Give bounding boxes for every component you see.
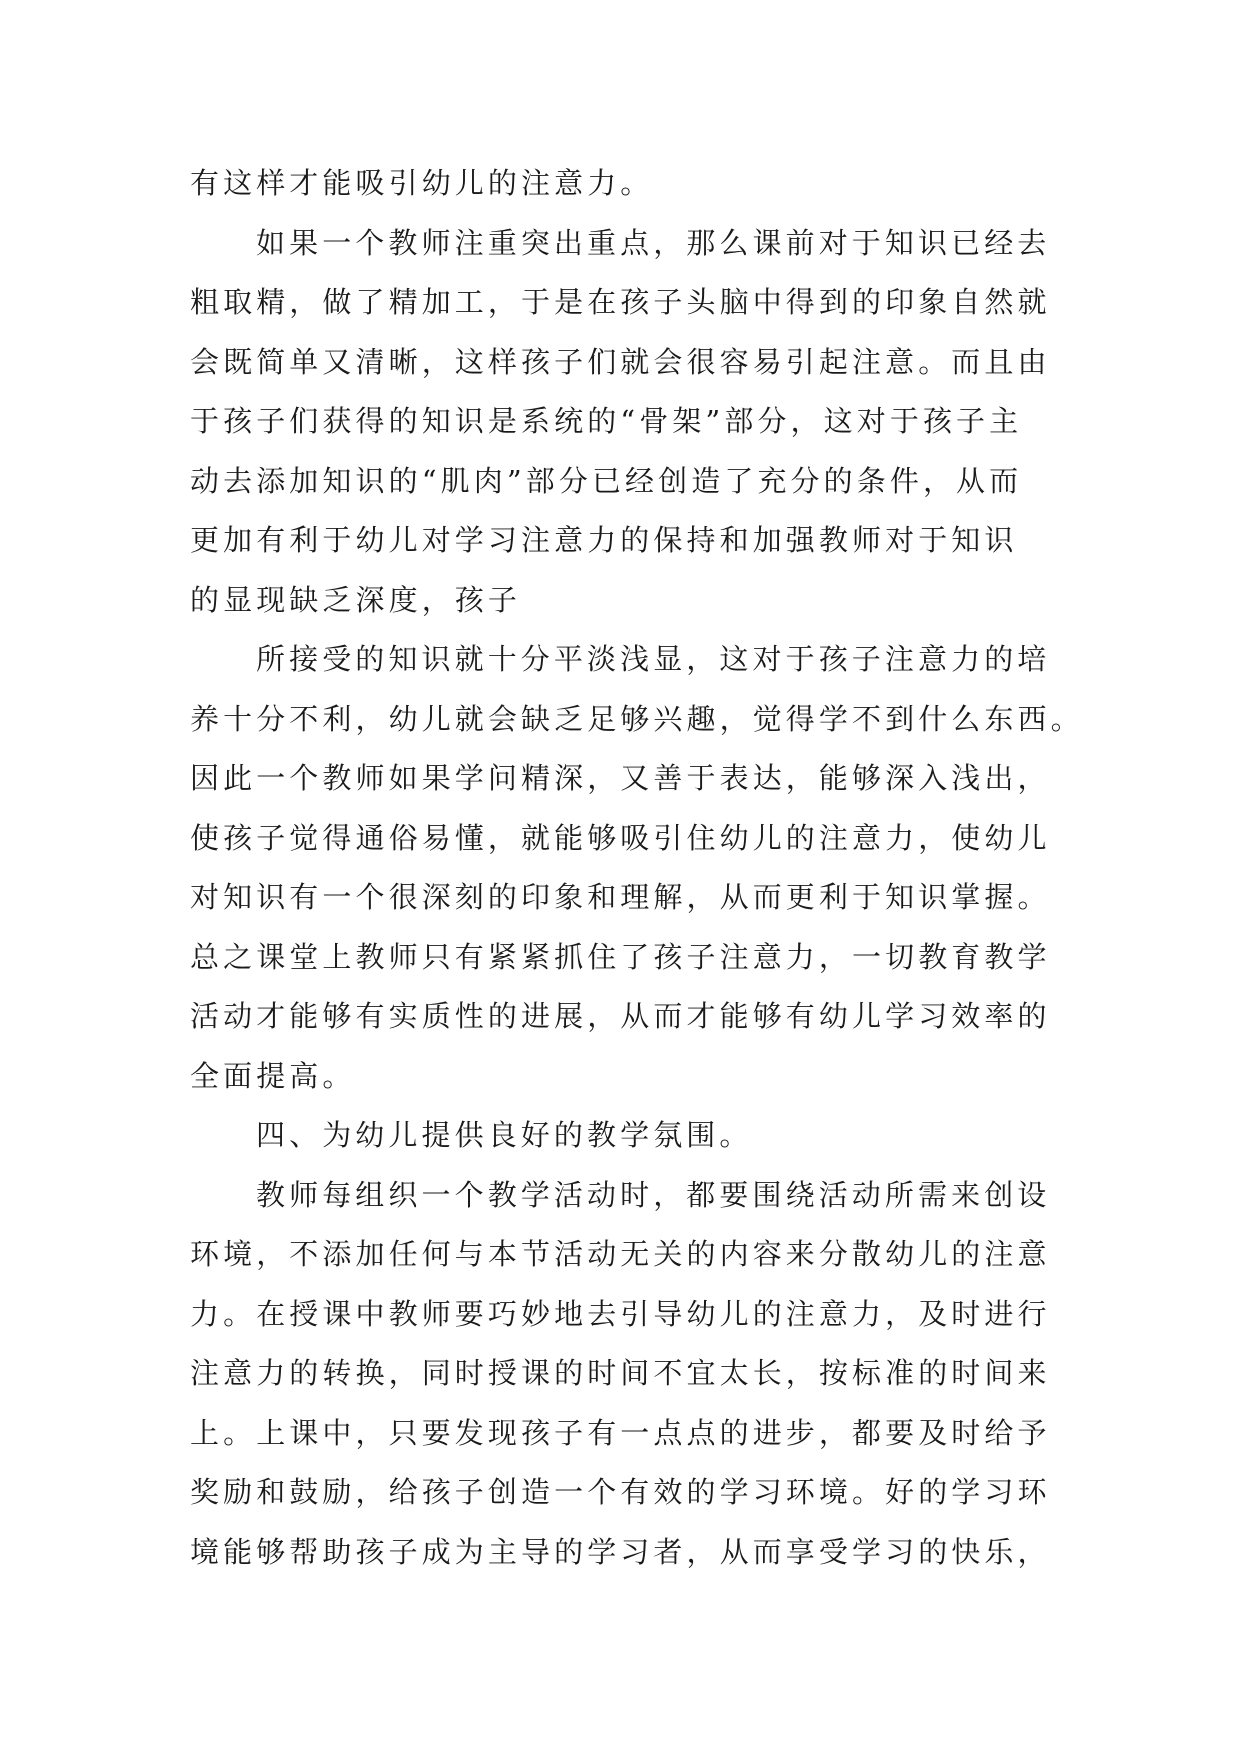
text-line: 境能够帮助孩子成为主导的学习者，从而享受学习的快乐， [190, 1534, 1051, 1569]
text-line: 使孩子觉得通俗易懂，就能够吸引住幼儿的注意力，使幼儿 [190, 820, 1051, 855]
text-line: 如果一个教师注重突出重点，那么课前对于知识已经去 [256, 225, 1051, 260]
text-line: 有这样才能吸引幼儿的注意力。 [190, 166, 654, 200]
text-line: 对知识有一个很深刻的印象和理解，从而更利于知识掌握。 [190, 880, 1051, 914]
text-line: 总之课堂上教师只有紧紧抓住了孩子注意力，一切教育教学 [190, 939, 1051, 974]
text-line: 上。上课中，只要发现孩子有一点点的进步，都要及时给予 [190, 1415, 1051, 1450]
document-body [190, 154, 1084, 1582]
text-line: 更加有利于幼儿对学习注意力的保持和加强教师对于知识 [190, 523, 1018, 557]
text-line: 环境，不添加任何与本节活动无关的内容来分散幼儿的注意 [190, 1237, 1051, 1271]
text-line: 全面提高。 [190, 1058, 356, 1093]
text-line: 奖励和鼓励，给孩子创造一个有效的学习环境。好的学习环 [190, 1475, 1051, 1509]
text-line: 于孩子们获得的知识是系统的“骨架”部分，这对于孩子主 [190, 404, 1023, 438]
text-line: 粗取精，做了精加工，于是在孩子头脑中得到的印象自然就 [190, 285, 1051, 319]
text-line: 会既简单又清晰，这样孩子们就会很容易引起注意。而且由 [190, 344, 1051, 379]
text-line: 所接受的知识就十分平淡浅显，这对于孩子注意力的培 [256, 642, 1051, 676]
text-line: 注意力的转换，同时授课的时间不宜太长，按标准的时间来 [190, 1356, 1051, 1390]
text-line: 养十分不利，幼儿就会缺乏足够兴趣，觉得学不到什么东西。 [190, 701, 1084, 736]
text-line: 动去添加知识的“肌肉”部分已经创造了充分的条件，从而 [190, 463, 1023, 498]
text-line: 的显现缺乏深度，孩子 [190, 582, 522, 617]
section-heading: 四、为幼儿提供良好的教学氛围。 [256, 1118, 753, 1152]
text-line: 力。在授课中教师要巧妙地去引导幼儿的注意力，及时进行 [190, 1296, 1051, 1331]
text-line: 因此一个教师如果学问精深，又善于表达，能够深入浅出， [190, 761, 1051, 795]
text-line: 活动才能够有实质性的进展，从而才能够有幼儿学习效率的 [190, 999, 1051, 1033]
text-line: 教师每组织一个教学活动时，都要围绕活动所需来创设 [256, 1177, 1051, 1212]
